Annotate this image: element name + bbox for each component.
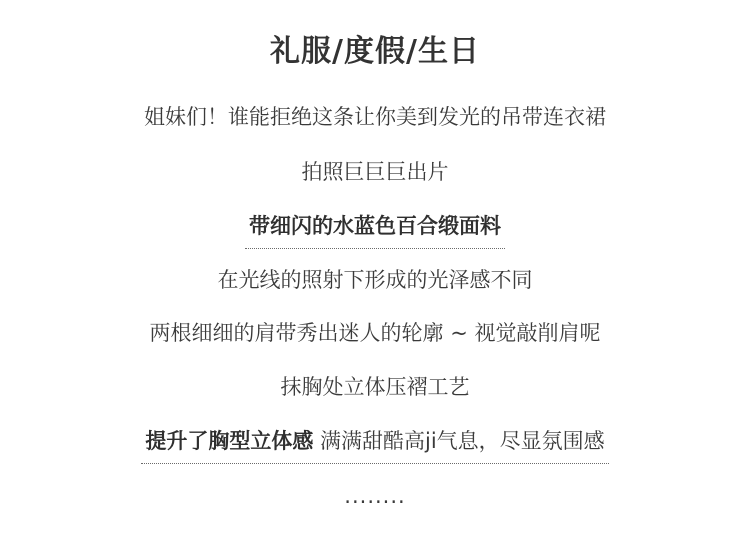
description-line-5-text: 两根细细的肩带秀出迷人的轮廓 ~ 视觉敲削肩呢 <box>149 321 601 345</box>
description-line-3-highlight <box>0 211 750 249</box>
description-line-7 <box>0 426 750 464</box>
page-title: 礼服/度假/生日 <box>270 34 480 69</box>
description-line-6 <box>0 372 750 402</box>
ellipsis-line <box>0 481 750 511</box>
shape-highlight-group <box>145 426 604 464</box>
description-line-6-text: 抹胸处立体压褶工艺 <box>280 375 470 399</box>
shape-highlight-rest: 满满甜酷高ji气息，尽显氛围感 <box>313 429 605 453</box>
ellipsis-text: ........ <box>344 484 406 508</box>
description-line-1 <box>0 102 750 132</box>
description-line-4-text: 在光线的照射下形成的光泽感不同 <box>217 268 533 292</box>
description-line-5 <box>0 318 750 348</box>
shape-highlight-bold: 提升了胸型立体感 <box>145 429 314 453</box>
description-line-2-text: 拍照巨巨巨出片 <box>301 160 449 184</box>
fabric-highlight: 带细闪的水蓝色百合缎面料 <box>249 211 501 249</box>
description-line-2 <box>0 157 750 187</box>
description-line-1-text: 姐妹们！谁能拒绝这条让你美到发光的吊带连衣裙 <box>144 105 606 129</box>
description-line-4 <box>0 265 750 295</box>
